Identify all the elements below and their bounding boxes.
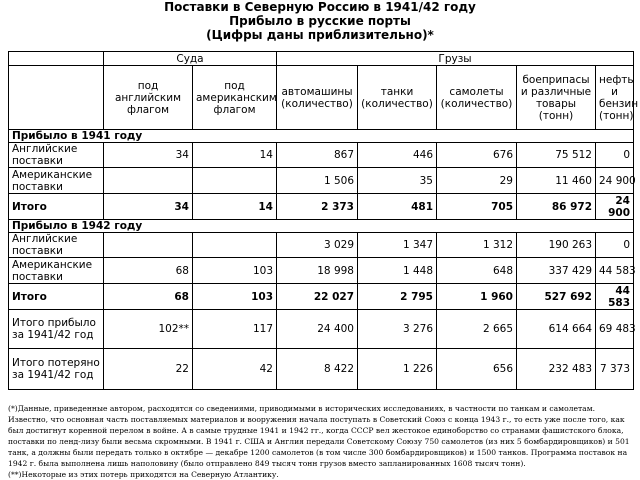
col-header-american-flag: под американским флагом bbox=[193, 66, 277, 130]
cell-american-flag bbox=[193, 168, 277, 194]
cell-oil: 24 900 bbox=[596, 168, 634, 194]
cell-aircraft: 676 bbox=[437, 143, 517, 168]
group-cargo-header: Грузы bbox=[277, 52, 634, 66]
cell-ammunition: 614 664 bbox=[517, 310, 596, 349]
summary-row-arrived bbox=[9, 310, 634, 349]
col-header-aircraft: самолеты (количество) bbox=[437, 66, 517, 130]
cell-british-flag: 34 bbox=[104, 143, 193, 168]
total-row bbox=[9, 194, 634, 220]
row-label: Итого bbox=[9, 194, 104, 220]
section-row-1942 bbox=[9, 220, 634, 233]
table-row bbox=[9, 233, 634, 258]
supplies-table bbox=[8, 51, 639, 390]
section-title-1941: Прибыло в 1941 году bbox=[9, 130, 634, 143]
cell-british-flag: 22 bbox=[104, 349, 193, 390]
table-row bbox=[9, 168, 634, 194]
cell-tanks: 3 276 bbox=[358, 310, 437, 349]
column-header-row bbox=[9, 66, 634, 130]
cell-ammunition: 527 692 bbox=[517, 284, 596, 310]
cell-vehicles: 867 bbox=[277, 143, 358, 168]
group-header-row bbox=[9, 52, 634, 66]
cell-british-flag bbox=[104, 233, 193, 258]
cell-oil: 0 bbox=[596, 143, 634, 168]
cell-tanks: 446 bbox=[358, 143, 437, 168]
title-line-2: Прибыло в русские порты bbox=[229, 14, 411, 28]
cell-aircraft: 2 665 bbox=[437, 310, 517, 349]
row-label: Итого потеряно за 1941/42 год bbox=[9, 349, 104, 390]
cell-oil: 44 583 bbox=[596, 258, 634, 284]
summary-row-lost bbox=[9, 349, 634, 390]
cell-vehicles: 22 027 bbox=[277, 284, 358, 310]
table-row bbox=[9, 143, 634, 168]
row-label: Американские поставки bbox=[9, 258, 104, 284]
row-label: Английские поставки bbox=[9, 233, 104, 258]
col-header-british-flag: под английским флагом bbox=[104, 66, 193, 130]
cell-aircraft: 1 312 bbox=[437, 233, 517, 258]
cell-oil: 0 bbox=[596, 233, 634, 258]
cell-aircraft: 1 960 bbox=[437, 284, 517, 310]
cell-british-flag: 34 bbox=[104, 194, 193, 220]
cell-tanks: 481 bbox=[358, 194, 437, 220]
cell-oil: 44 583 bbox=[596, 284, 634, 310]
cell-american-flag bbox=[193, 233, 277, 258]
row-label: Итого bbox=[9, 284, 104, 310]
row-label: Американские поставки bbox=[9, 168, 104, 194]
cell-american-flag: 14 bbox=[193, 194, 277, 220]
footnote-1: (*)Данные, приведенные автором, расходятся со сведениями, приводимыми в исторических исследованиях, в частности по танкам и самолетам. Известно, что основная часть поставляемых материалов и вооружения начала поступать в Советский Союз с конца 1943 г., то есть уже после того, как был достигнут коренной перелом в войне. А в самые трудные 1941 и 1942 гг., когда СССР вел жестокое единоборство со странами фашистского блока, поставки по ленд-лизу были весьма скромными. В 1941 г. США и Англия передали Советскому Союзу 750 самолетов (из них 5 бомбардировщиков) и 501 танк, а должны были передать только в октябре — декабре 1200 самолетов (в том числе 300 бомбардировщиков) и 1500 танков. Программа поставок на 1942 г. была выполнена лишь наполовину (было отправлено 849 тысяч тонн грузов вместо запланированных 1608 тысяч тонн). bbox=[8, 404, 630, 468]
group-ships-header: Суда bbox=[104, 52, 277, 66]
cell-ammunition: 75 512 bbox=[517, 143, 596, 168]
cell-ammunition: 232 483 bbox=[517, 349, 596, 390]
cell-american-flag: 14 bbox=[193, 143, 277, 168]
cell-british-flag: 68 bbox=[104, 258, 193, 284]
table-row bbox=[9, 258, 634, 284]
cell-british-flag bbox=[104, 168, 193, 194]
cell-vehicles: 2 373 bbox=[277, 194, 358, 220]
cell-american-flag: 117 bbox=[193, 310, 277, 349]
cell-tanks: 1 347 bbox=[358, 233, 437, 258]
col-header-ammunition: боеприпасы и различные товары (тонн) bbox=[517, 66, 596, 130]
row-label-header bbox=[9, 66, 104, 130]
col-header-oil: нефть и бензин (тонн) bbox=[596, 66, 634, 130]
cell-aircraft: 29 bbox=[437, 168, 517, 194]
total-row bbox=[9, 284, 634, 310]
cell-tanks: 1 226 bbox=[358, 349, 437, 390]
cell-vehicles: 8 422 bbox=[277, 349, 358, 390]
cell-ammunition: 86 972 bbox=[517, 194, 596, 220]
document-title bbox=[0, 0, 640, 42]
footnotes bbox=[8, 403, 634, 480]
cell-american-flag: 103 bbox=[193, 258, 277, 284]
cell-american-flag: 103 bbox=[193, 284, 277, 310]
row-label: Английские поставки bbox=[9, 143, 104, 168]
cell-oil: 24 900 bbox=[596, 194, 634, 220]
cell-aircraft: 648 bbox=[437, 258, 517, 284]
cell-oil: 7 373 bbox=[596, 349, 634, 390]
cell-vehicles: 24 400 bbox=[277, 310, 358, 349]
cell-british-flag: 68 bbox=[104, 284, 193, 310]
cell-tanks: 1 448 bbox=[358, 258, 437, 284]
col-header-tanks: танки (количество) bbox=[358, 66, 437, 130]
cell-aircraft: 656 bbox=[437, 349, 517, 390]
corner-cell bbox=[9, 52, 104, 66]
cell-aircraft: 705 bbox=[437, 194, 517, 220]
section-row-1941 bbox=[9, 130, 634, 143]
title-line-3: (Цифры даны приблизительно)* bbox=[206, 28, 434, 42]
cell-ammunition: 11 460 bbox=[517, 168, 596, 194]
cell-tanks: 2 795 bbox=[358, 284, 437, 310]
cell-vehicles: 18 998 bbox=[277, 258, 358, 284]
cell-british-flag: 102** bbox=[104, 310, 193, 349]
cell-tanks: 35 bbox=[358, 168, 437, 194]
cell-ammunition: 190 263 bbox=[517, 233, 596, 258]
row-label: Итого прибыло за 1941/42 год bbox=[9, 310, 104, 349]
cell-vehicles: 1 506 bbox=[277, 168, 358, 194]
cell-american-flag: 42 bbox=[193, 349, 277, 390]
title-line-1: Поставки в Северную Россию в 1941/42 году bbox=[164, 0, 476, 14]
col-header-vehicles: автомашины (количество) bbox=[277, 66, 358, 130]
section-title-1942: Прибыло в 1942 году bbox=[9, 220, 634, 233]
cell-ammunition: 337 429 bbox=[517, 258, 596, 284]
cell-oil: 69 483 bbox=[596, 310, 634, 349]
footnote-2: (**)Некоторые из этих потерь приходятся на Северную Атлантику. bbox=[8, 470, 279, 479]
cell-vehicles: 3 029 bbox=[277, 233, 358, 258]
